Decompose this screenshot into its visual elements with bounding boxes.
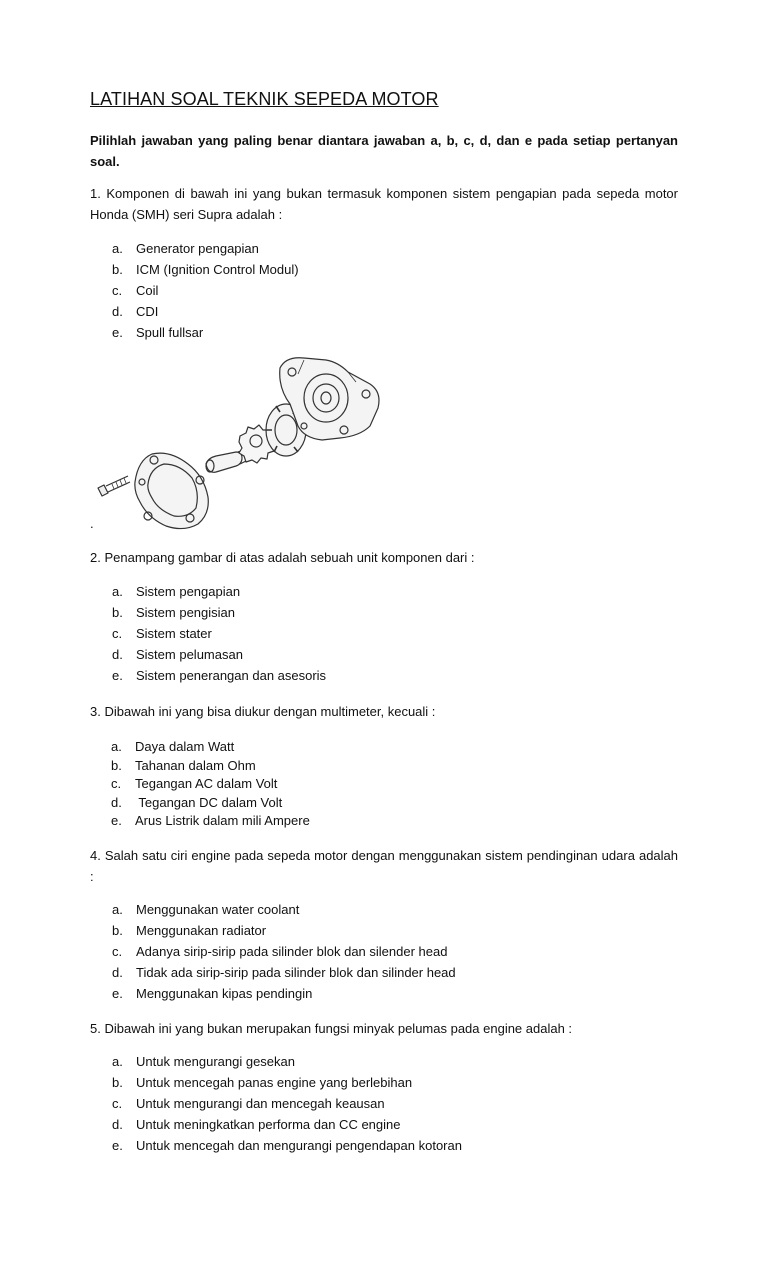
option-item — [112, 644, 326, 665]
option-letter: a. — [112, 584, 123, 599]
question-3-text: 3. Dibawah ini yang bisa diukur dengan multimeter, kecuali : — [90, 704, 436, 719]
option-letter: e. — [112, 325, 123, 340]
cover-plate-icon — [135, 453, 208, 528]
question-4-text: 4. Salah satu ciri engine pada sepeda motor dengan menggunakan sistem pendinginan udara adalah : — [90, 848, 678, 884]
option-text: Sistem penerangan dan asesoris — [136, 668, 327, 683]
option-letter: b. — [112, 923, 123, 938]
option-item — [112, 1051, 462, 1072]
option-letter: a. — [111, 739, 122, 754]
option-text: Untuk mengurangi gesekan — [136, 1054, 295, 1069]
option-item — [111, 738, 310, 757]
option-letter: e. — [111, 813, 122, 828]
option-item — [112, 1114, 462, 1135]
option-text: Menggunakan radiator — [136, 923, 267, 938]
option-text: Tegangan AC dalam Volt — [135, 776, 278, 791]
option-item — [111, 812, 310, 831]
figure-dot: . — [90, 516, 94, 531]
exploded-component-diagram — [90, 352, 390, 537]
question-2-options — [112, 581, 326, 686]
option-letter: b. — [112, 1075, 123, 1090]
option-item — [112, 962, 456, 983]
option-text: Sistem stater — [136, 626, 212, 641]
option-item — [112, 920, 456, 941]
option-item — [112, 581, 326, 602]
option-letter: e. — [112, 1138, 123, 1153]
option-text: Untuk mencegah dan mengurangi pengendapan kotoran — [136, 1138, 462, 1153]
option-item — [111, 757, 310, 776]
option-text: Sistem pengapian — [136, 584, 241, 599]
option-item — [112, 602, 326, 623]
option-text: CDI — [136, 304, 159, 319]
option-letter: d. — [112, 1117, 123, 1132]
option-letter: e. — [112, 986, 123, 1001]
option-text: Untuk mengurangi dan mencegah keausan — [136, 1096, 385, 1111]
option-text: Sistem pengisian — [136, 605, 235, 620]
option-letter: c. — [112, 626, 123, 641]
option-text: Sistem pelumasan — [136, 647, 243, 662]
question-1-text: 1. Komponen di bawah ini yang bukan termasuk komponen sistem pengapian pada sepeda motor Honda (SMH) seri Supra adalah : — [90, 186, 678, 222]
option-text: Untuk mencegah panas engine yang berlebihan — [136, 1075, 413, 1090]
option-text: Coil — [136, 283, 159, 298]
option-item — [112, 665, 326, 686]
option-letter: d. — [112, 304, 123, 319]
option-letter: a. — [112, 1054, 123, 1069]
option-letter: d. — [112, 965, 123, 980]
option-letter: a. — [112, 902, 123, 917]
option-text: Menggunakan water coolant — [136, 902, 300, 917]
page-title: LATIHAN SOAL TEKNIK SEPEDA MOTOR — [90, 89, 439, 109]
option-letter: a. — [112, 241, 123, 256]
question-3-options — [111, 738, 310, 831]
question-1-options — [112, 238, 299, 343]
option-letter: c. — [112, 1096, 123, 1111]
question-2-text: 2. Penampang gambar di atas adalah sebuah unit komponen dari : — [90, 550, 475, 565]
option-item — [112, 301, 299, 322]
option-item — [112, 322, 299, 343]
option-text: Adanya sirip-sirip pada silinder blok dan silender head — [136, 944, 448, 959]
option-item — [112, 280, 299, 301]
option-letter: b. — [111, 757, 122, 773]
option-item — [112, 238, 299, 259]
option-text: Tidak ada sirip-sirip pada silinder blok dan silinder head — [136, 965, 456, 980]
option-item — [112, 259, 299, 280]
option-item — [111, 775, 310, 794]
option-text: Tahanan dalam Ohm — [135, 757, 256, 773]
option-letter: c. — [111, 776, 122, 791]
option-letter: e. — [112, 668, 123, 683]
option-item — [112, 1135, 462, 1156]
option-item — [112, 1093, 462, 1114]
option-text: Untuk meningkatkan performa dan CC engine — [136, 1117, 401, 1132]
option-letter: d. — [112, 647, 123, 662]
option-text: Tegangan DC dalam Volt — [135, 794, 283, 810]
option-item — [112, 983, 456, 1004]
option-text: Spull fullsar — [136, 325, 204, 340]
question-4-options — [112, 899, 456, 1004]
instruction-text: Pilihlah jawaban yang paling benar diantara jawaban a, b, c, d, dan e pada setiap pertanyan soal. — [90, 133, 678, 169]
question-5-text: 5. Dibawah ini yang bukan merupakan fungsi minyak pelumas pada engine adalah : — [90, 1021, 573, 1036]
option-item — [112, 899, 456, 920]
option-letter: c. — [112, 944, 123, 959]
option-text: Daya dalam Watt — [135, 739, 235, 754]
option-text: Arus Listrik dalam mili Ampere — [135, 813, 310, 828]
option-item — [112, 1072, 462, 1093]
option-text: Menggunakan kipas pendingin — [136, 986, 313, 1001]
option-text: Generator pengapian — [136, 241, 259, 256]
option-letter: c. — [112, 283, 123, 298]
option-item — [111, 794, 310, 813]
option-letter: b. — [112, 262, 123, 277]
bolt-icon — [98, 476, 130, 496]
option-item — [112, 623, 326, 644]
option-item — [112, 941, 456, 962]
option-letter: d. — [111, 794, 122, 810]
option-letter: b. — [112, 605, 123, 620]
question-5-options — [112, 1051, 462, 1156]
option-text: ICM (Ignition Control Modul) — [136, 262, 299, 277]
